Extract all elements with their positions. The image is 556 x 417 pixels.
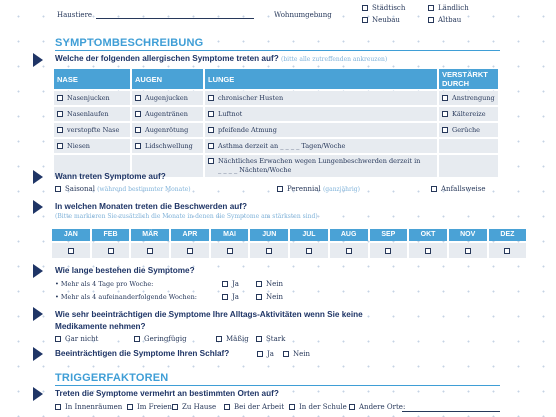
checkbox[interactable] — [256, 281, 262, 287]
option-perennial[interactable]: Perennial (ganzjährig) — [277, 185, 360, 193]
haustiere-field[interactable] — [96, 18, 254, 19]
month-apr: APR — [171, 229, 209, 241]
month-dez: DEZ — [489, 229, 527, 241]
cell-option[interactable]: Nasenlaufen — [54, 107, 130, 121]
option-schule[interactable]: In der Schule — [289, 403, 347, 411]
month-cell[interactable] — [290, 243, 328, 258]
question-alltag: Wie sehr beeinträchtigen die Symptome Ihre Alltags-Aktivitäten wenn Sie keine Medikamente nehmen? — [55, 310, 363, 331]
checkbox[interactable] — [108, 248, 114, 254]
cell-option[interactable]: pfeifende Atmung — [205, 123, 437, 137]
month-cell[interactable] — [330, 243, 368, 258]
month-aug: AUG — [330, 229, 368, 241]
checkbox[interactable] — [135, 111, 141, 117]
month-cell[interactable] — [131, 243, 169, 258]
month-jul: JUL — [290, 229, 328, 241]
checkbox[interactable] — [208, 111, 214, 117]
checkbox[interactable] — [362, 5, 368, 11]
month-cell[interactable] — [52, 243, 90, 258]
checkbox[interactable] — [127, 404, 133, 410]
table-row — [54, 123, 498, 137]
checkbox[interactable] — [208, 127, 214, 133]
checkbox[interactable] — [346, 248, 352, 254]
checkbox[interactable] — [135, 143, 141, 149]
checkbox[interactable] — [442, 127, 448, 133]
month-jan: JAN — [52, 229, 90, 241]
checkbox[interactable] — [134, 336, 140, 342]
checkbox[interactable] — [68, 248, 74, 254]
dauer-line2: • Mehr als 4 aufeinanderfolgende Wochen: — [55, 293, 197, 301]
question-hint: (bitte alle zutreffenden ankreuzen) — [280, 56, 388, 63]
checkbox[interactable] — [55, 336, 61, 342]
checkbox[interactable] — [208, 143, 214, 149]
chevron-right-icon — [33, 170, 43, 184]
month-cell[interactable] — [211, 243, 249, 258]
cell-option[interactable]: Luftnot — [205, 107, 437, 121]
checkbox[interactable] — [428, 17, 434, 23]
header-nase: NASE — [54, 69, 130, 89]
chevron-right-icon — [33, 53, 43, 67]
month-feb: FEB — [92, 229, 130, 241]
checkbox[interactable] — [57, 95, 63, 101]
table-row — [54, 107, 498, 121]
cell-option[interactable]: Augenjucken — [132, 91, 203, 105]
checkbox[interactable] — [442, 111, 448, 117]
question-monate: In welchen Monaten treten die Beschwerden auf? — [55, 202, 247, 211]
option-nein[interactable]: Nein — [256, 280, 283, 288]
header-lunge: LUNGE — [205, 69, 437, 89]
question-schlaf: Beeinträchtigen die Symptome Ihren Schlaf? — [55, 349, 230, 358]
chevron-right-icon — [33, 264, 43, 278]
option-ja[interactable]: Ja — [222, 280, 239, 288]
month-cell[interactable] — [171, 243, 209, 258]
dauer-line1: • Mehr als 4 Tage pro Woche: — [55, 280, 154, 288]
checkbox[interactable] — [306, 248, 312, 254]
option-laendlich[interactable]: Ländlich — [428, 4, 469, 12]
month-cell[interactable] — [489, 243, 527, 258]
haustiere-label: Haustiere — [57, 11, 93, 19]
cell-option[interactable]: Kältereize — [439, 107, 498, 121]
question-symptome: Welche der folgenden allergischen Symptome treten auf? (bitte alle zutreffenden ankreuzen) — [55, 54, 388, 63]
option-nein[interactable]: Nein — [256, 293, 283, 301]
section-divider — [55, 50, 500, 51]
checkbox[interactable] — [362, 17, 368, 23]
table-header-row — [54, 69, 498, 89]
option-innenraeumen[interactable]: In Innenräumen — [55, 403, 122, 411]
cell-option[interactable]: chronischer Husten — [205, 91, 437, 105]
question-hint: (Bitte markieren Sie zusätzlich die Monate in denen die Symptome am stärksten sind) — [55, 213, 318, 220]
cell-option[interactable]: Nächtliches Erwachen wegen Lungenbeschwerden derzeit in _ _ _ _ Nächten/Woche — [205, 155, 437, 177]
checkbox[interactable] — [266, 248, 272, 254]
checkbox[interactable] — [257, 351, 263, 357]
checkbox[interactable] — [431, 186, 437, 192]
checkbox[interactable] — [57, 111, 63, 117]
cell-option[interactable]: Lidschwellung — [132, 139, 203, 153]
header-augen: AUGEN — [132, 69, 203, 89]
checkbox[interactable] — [172, 404, 178, 410]
cell-option[interactable]: Anstrengung — [439, 91, 498, 105]
table-row — [54, 139, 498, 153]
cell-option[interactable]: Augenrötung — [132, 123, 203, 137]
option-staedtisch[interactable]: Städtisch — [362, 4, 405, 12]
checkbox[interactable] — [222, 294, 228, 300]
option-altbau[interactable]: Altbau — [428, 16, 461, 24]
option-andere-orte[interactable]: Andere Orte: — [349, 403, 405, 411]
checkbox[interactable] — [222, 281, 228, 287]
option-geringfuegig[interactable]: Geringfügig — [134, 335, 187, 343]
option-saisonal[interactable]: Saisonal (während bestimmter Monate) — [55, 185, 191, 193]
month-cell[interactable] — [409, 243, 447, 258]
cell-option[interactable]: Augentränen — [132, 107, 203, 121]
cell-option[interactable]: verstopfte Nase — [54, 123, 130, 137]
wohnumgebung-label: Wohnumgebung — [274, 11, 332, 19]
cell-option[interactable]: Gerüche — [439, 123, 498, 137]
checkbox[interactable] — [256, 294, 262, 300]
checkbox[interactable] — [442, 95, 448, 101]
checkbox[interactable] — [277, 186, 283, 192]
checkbox[interactable] — [224, 404, 230, 410]
cell-option[interactable]: Niesen — [54, 139, 130, 153]
chevron-right-icon — [33, 307, 43, 321]
question-wann: Wann treten Symptome auf? — [55, 172, 166, 181]
checkbox[interactable] — [208, 95, 214, 101]
option-nein[interactable]: Nein — [283, 350, 310, 358]
checkbox[interactable] — [227, 248, 233, 254]
checkbox[interactable] — [283, 351, 289, 357]
checkbox[interactable] — [385, 248, 391, 254]
option-zu-hause[interactable]: Zu Hause — [172, 403, 216, 411]
checkbox[interactable] — [147, 248, 153, 254]
chevron-right-icon — [33, 387, 43, 401]
checkbox[interactable] — [504, 248, 510, 254]
checkbox[interactable] — [57, 127, 63, 133]
question-trigger: Treten die Symptome vermehrt an bestimmten Orten auf? — [55, 389, 279, 398]
checkbox[interactable] — [135, 95, 141, 101]
option-arbeit[interactable]: Bei der Arbeit — [224, 403, 284, 411]
month-header-row — [52, 229, 526, 241]
option-neubau[interactable]: Neubau — [362, 16, 400, 24]
checkbox[interactable] — [256, 336, 262, 342]
checkbox[interactable] — [425, 248, 431, 254]
month-cell[interactable] — [449, 243, 487, 258]
section-title-trigger: TRIGGERFAKTOREN — [55, 372, 169, 384]
checkbox[interactable] — [208, 158, 214, 164]
question-dauer: Wie lange bestehen die Symptome? — [55, 266, 195, 275]
option-maessig[interactable]: Mäßig — [216, 335, 249, 343]
month-okt: OKT — [409, 229, 447, 241]
checkbox[interactable] — [57, 143, 63, 149]
table-row — [54, 91, 498, 105]
header-verstaerkt: VERSTÄRKT DURCH — [439, 69, 498, 89]
month-cell[interactable] — [370, 243, 408, 258]
section-divider — [55, 385, 500, 386]
option-stark[interactable]: Stark — [256, 335, 285, 343]
option-anfallsweise[interactable]: Anfallsweise — [431, 185, 486, 193]
chevron-right-icon — [33, 200, 43, 214]
checkbox[interactable] — [216, 336, 222, 342]
checkbox[interactable] — [428, 5, 434, 11]
option-ja[interactable]: Ja — [222, 293, 239, 301]
cell-empty — [439, 155, 498, 177]
month-mar: MÄR — [131, 229, 169, 241]
month-jun: JUN — [250, 229, 288, 241]
checkbox[interactable] — [349, 404, 355, 410]
option-im-freien[interactable]: Im Freien — [127, 403, 172, 411]
month-mai: MAI — [211, 229, 249, 241]
month-checkbox-row — [52, 243, 526, 258]
checkbox[interactable] — [55, 186, 61, 192]
checkbox[interactable] — [187, 248, 193, 254]
month-sep: SEP — [370, 229, 408, 241]
month-nov: NOV — [449, 229, 487, 241]
andere-orte-field[interactable] — [402, 411, 500, 412]
cell-option[interactable]: Asthma derzeit an _ _ _ _ Tagen/Woche — [205, 139, 437, 153]
cell-option[interactable]: Nasenjucken — [54, 91, 130, 105]
month-cell[interactable] — [92, 243, 130, 258]
chevron-right-icon — [33, 347, 43, 361]
section-title-symptome: SYMPTOMBESCHREIBUNG — [55, 37, 204, 49]
checkbox[interactable] — [289, 404, 295, 410]
checkbox[interactable] — [55, 404, 61, 410]
checkbox[interactable] — [135, 127, 141, 133]
symptom-table — [52, 67, 500, 179]
month-cell[interactable] — [250, 243, 288, 258]
option-ja[interactable]: Ja — [257, 350, 274, 358]
option-gar-nicht[interactable]: Gar nicht — [55, 335, 98, 343]
cell-empty — [439, 139, 498, 153]
checkbox[interactable] — [465, 248, 471, 254]
